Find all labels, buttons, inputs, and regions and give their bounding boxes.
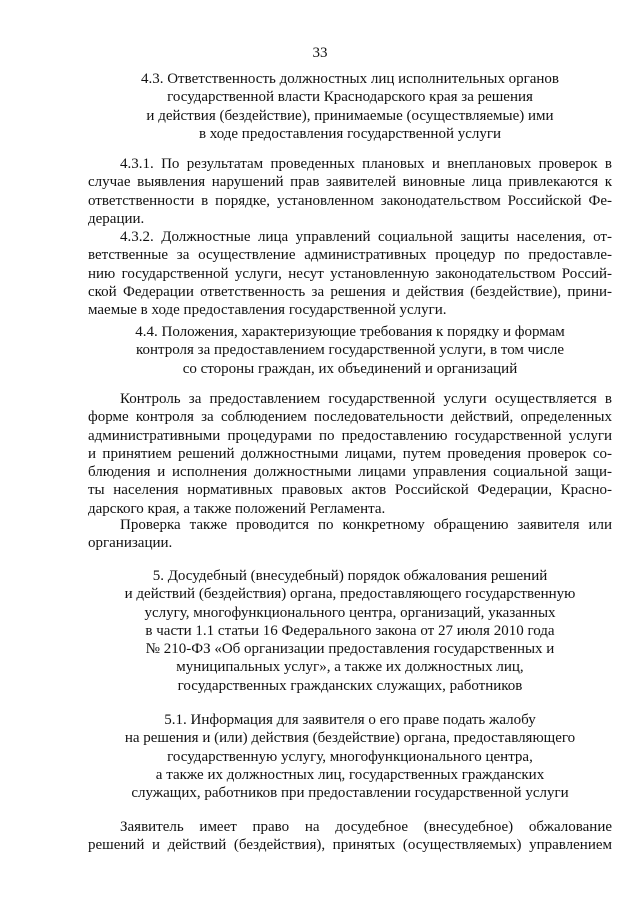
heading-line: 5. Досудебный (внесудебный) порядок обжалования решений [152, 568, 548, 584]
heading-line: государственную услугу, многофункционального центра, [167, 748, 533, 765]
paragraph-line: Проверка также проводится по конкретному обращению заявителя или [120, 517, 612, 533]
paragraph-line: Заявитель имеет право на досудебное (внесудебное) обжалование [120, 819, 612, 835]
paragraph-line: административными процедурами по предоставлению государственной услуги [88, 427, 612, 444]
heading-line: услугу, многофункционального центра, организаций, указанных [144, 604, 556, 621]
paragraph-line: блюдения и исполнения должностными лицами управления социальной защи- [88, 464, 612, 481]
paragraph-line: маемые в ходе предоставления государственной услуги. [88, 302, 447, 319]
section-heading-4-4 [88, 323, 612, 378]
paragraph-line: дерации. [88, 210, 145, 227]
paragraph-line: 4.3.2. Должностные лица управлений социальной защиты населения, от- [120, 229, 612, 245]
paragraph-line: нию государственной услуги, несут установленную законодательством Россий- [88, 265, 612, 282]
heading-line: муниципальных услуг», а также их должностных лиц, [176, 659, 524, 676]
heading-line: в ходе предоставления государственной услуги [198, 125, 502, 142]
heading-line: 4.4. Положения, характеризующие требования к порядку и формам [135, 324, 565, 340]
heading-line: государственных гражданских служащих, работников [177, 677, 523, 694]
paragraph-line: Контроль за предоставлением государственной услуги осуществляется в [120, 391, 612, 407]
paragraph-line: ветственные за осуществление административных процедур по предоставле- [88, 247, 612, 264]
heading-line: а также их должностных лиц, государственных гражданских [155, 766, 545, 783]
section-heading-4-3 [88, 70, 612, 143]
heading-line: со стороны граждан, их объединений и организаций [182, 360, 518, 377]
paragraph-line: случае выявления нарушений прав заявителей виновные лица привлекаются к [88, 174, 612, 191]
paragraph-4-3-1 [88, 155, 612, 228]
paragraph-line: форме контроля за соблюдением последовательности действий, определенных [88, 409, 612, 426]
heading-line: в части 1.1 статьи 16 Федерального закона от 27 июля 2010 года [145, 622, 555, 639]
paragraph-line: ты населения нормативных правовых актов Российской Федерации, Красно- [88, 482, 612, 499]
heading-line: контроля за предоставлением государственной услуги, в том числе [135, 342, 565, 359]
paragraph-line: и принятием решений должностными лицами, путем проведения проверок со- [88, 445, 612, 462]
heading-line: 4.3. Ответственность должностных лиц исполнительных органов [140, 71, 560, 87]
paragraph-line: организации. [88, 535, 173, 552]
paragraph-applicant [88, 818, 612, 855]
heading-line: № 210-ФЗ «Об организации предоставления государственных и [145, 641, 555, 658]
paragraph-line: дарского края, а также положений Регламента. [88, 500, 386, 517]
heading-line: на решения и (или) действия (бездействие) органа, предоставляющего [124, 730, 576, 747]
heading-line: 5.1. Информация для заявителя о его праве подать жалобу [164, 712, 536, 728]
heading-line: служащих, работников при предоставлении государственной услуги [131, 785, 569, 802]
section-heading-5 [88, 567, 612, 695]
paragraph-line: решений и действий (бездействия), принятых (осуществляемых) управлением [88, 837, 612, 854]
heading-line: и действия (бездействие), принимаемые (осуществляемые) ими [146, 107, 554, 124]
section-heading-5-1 [88, 711, 612, 802]
paragraph-line: 4.3.1. По результатам проведенных плановых и внеплановых проверок в [120, 156, 612, 172]
paragraph-check [88, 516, 612, 553]
paragraph-line: ской Федерации ответственность за решения и действия (бездействие), прини- [88, 283, 612, 300]
heading-line: государственной власти Краснодарского края за решения [167, 89, 533, 106]
heading-line: и действий (бездействия) органа, предоставляющего государственную [124, 586, 576, 603]
page-number: 33 [312, 45, 328, 61]
paragraph-4-3-2 [88, 228, 612, 319]
paragraph-control [88, 390, 612, 518]
paragraph-line: ответственности в порядке, установленном законодательством Российской Фе- [88, 192, 612, 209]
